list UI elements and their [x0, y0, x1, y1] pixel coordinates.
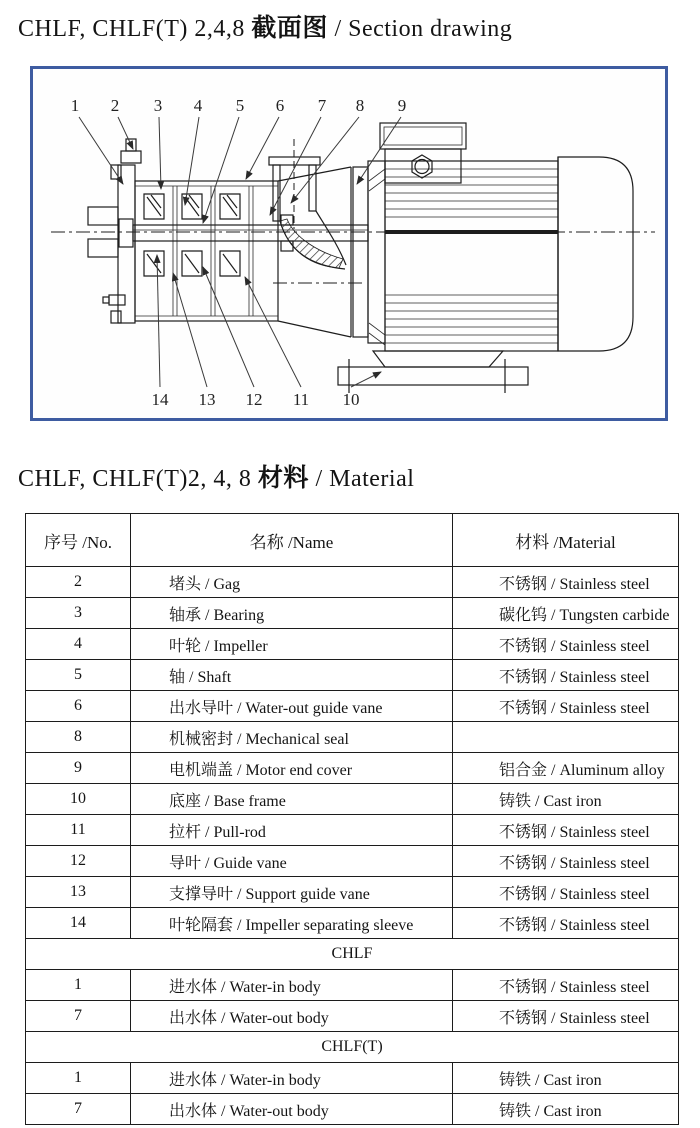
cell-name: 叶轮隔套 / Impeller separating sleeve [131, 908, 453, 939]
cell-material: 不锈钢 / Stainless steel [453, 970, 679, 1001]
cell-no: 6 [26, 691, 131, 722]
table-row [26, 598, 679, 629]
callout-7: 7 [317, 96, 327, 115]
table-row [26, 1001, 679, 1032]
cell-no: 13 [26, 877, 131, 908]
motor-art [338, 123, 633, 393]
cell-name: 叶轮 / Impeller [131, 629, 453, 660]
page-title-suffix: / Section drawing [327, 16, 513, 42]
page-title-prefix: CHLF, CHLF(T) 2,4,8 [18, 16, 252, 42]
cell-name: 出水体 / Water-out body [131, 1001, 453, 1032]
section-label: CHLF [26, 939, 679, 970]
cell-no: 10 [26, 784, 131, 815]
cell-no: 1 [26, 1063, 131, 1094]
callout-8: 8 [355, 96, 365, 115]
callout-9: 9 [397, 96, 407, 115]
table-row [26, 846, 679, 877]
cell-name: 堵头 / Gag [131, 567, 453, 598]
section-header-row-chlf [26, 939, 679, 970]
callout-12: 12 [245, 390, 263, 409]
cell-name: 电机端盖 / Motor end cover [131, 753, 453, 784]
callout-3: 3 [153, 96, 163, 115]
cell-name: 进水体 / Water-in body [131, 1063, 453, 1094]
cell-material: 铸铁 / Cast iron [453, 784, 679, 815]
table-row [26, 815, 679, 846]
cell-material: 碳化钨 / Tungsten carbide [453, 598, 679, 629]
cell-name: 出水导叶 / Water-out guide vane [131, 691, 453, 722]
table-row [26, 1063, 679, 1094]
cell-name: 轴 / Shaft [131, 660, 453, 691]
cell-material: 不锈钢 / Stainless steel [453, 691, 679, 722]
callout-6: 6 [275, 96, 285, 115]
cell-material: 不锈钢 / Stainless steel [453, 846, 679, 877]
cell-no: 11 [26, 815, 131, 846]
callout-10: 10 [342, 390, 360, 409]
cell-name: 拉杆 / Pull-rod [131, 815, 453, 846]
cell-material: 不锈钢 / Stainless steel [453, 629, 679, 660]
table-row [26, 784, 679, 815]
cell-no: 3 [26, 598, 131, 629]
table-row [26, 629, 679, 660]
cell-no: 8 [26, 722, 131, 753]
header-name: 名称 /Name [131, 514, 453, 567]
cell-no: 12 [26, 846, 131, 877]
cell-no: 14 [26, 908, 131, 939]
table-row [26, 660, 679, 691]
cell-name: 进水体 / Water-in body [131, 970, 453, 1001]
cell-name: 出水体 / Water-out body [131, 1094, 453, 1125]
cell-material: 铝合金 / Aluminum alloy [453, 753, 679, 784]
table-row [26, 753, 679, 784]
cell-material: 不锈钢 / Stainless steel [453, 567, 679, 598]
table-row [26, 877, 679, 908]
material-title-prefix: CHLF, CHLF(T)2, 4, 8 [18, 466, 258, 492]
section-header-row-chlf-t [26, 1032, 679, 1063]
callout-labels [71, 96, 407, 409]
callout-1: 1 [70, 96, 80, 115]
callout-13: 13 [198, 390, 216, 409]
callout-14: 14 [151, 390, 169, 409]
table-header-row [26, 514, 679, 567]
cell-no: 5 [26, 660, 131, 691]
page-title-cn: 截面图 [251, 15, 328, 42]
pump-section-drawing [33, 69, 665, 418]
header-material: 材料 /Material [453, 514, 679, 567]
cell-name: 导叶 / Guide vane [131, 846, 453, 877]
cell-no: 1 [26, 970, 131, 1001]
header-no: 序号 /No. [26, 514, 131, 567]
pump-head-art [88, 139, 385, 343]
cell-material: 铸铁 / Cast iron [453, 1094, 679, 1125]
material-table [25, 513, 679, 1125]
table-row [26, 1094, 679, 1125]
cell-material [453, 722, 679, 753]
table-row [26, 908, 679, 939]
callout-4: 4 [193, 96, 203, 115]
cell-material: 不锈钢 / Stainless steel [453, 660, 679, 691]
cell-material: 不锈钢 / Stainless steel [453, 877, 679, 908]
cell-material: 不锈钢 / Stainless steel [453, 908, 679, 939]
cell-material: 不锈钢 / Stainless steel [453, 1001, 679, 1032]
material-title-suffix: / Material [308, 466, 415, 492]
cell-name: 支撑导叶 / Support guide vane [131, 877, 453, 908]
cell-name: 机械密封 / Mechanical seal [131, 722, 453, 753]
cell-material: 不锈钢 / Stainless steel [453, 815, 679, 846]
material-title-cn: 材料 [257, 465, 309, 492]
callout-11: 11 [292, 390, 310, 409]
cell-name: 轴承 / Bearing [131, 598, 453, 629]
table-row [26, 567, 679, 598]
cell-no: 4 [26, 629, 131, 660]
callout-5: 5 [235, 96, 245, 115]
cell-name: 底座 / Base frame [131, 784, 453, 815]
cell-material: 铸铁 / Cast iron [453, 1063, 679, 1094]
material-title [18, 458, 414, 494]
cell-no: 7 [26, 1001, 131, 1032]
table-row [26, 691, 679, 722]
page-title [18, 8, 512, 44]
section-label: CHLF(T) [26, 1032, 679, 1063]
table-row [26, 722, 679, 753]
callout-2: 2 [110, 96, 120, 115]
cell-no: 9 [26, 753, 131, 784]
cell-no: 2 [26, 567, 131, 598]
table-row [26, 970, 679, 1001]
section-drawing-frame [30, 66, 668, 421]
cell-no: 7 [26, 1094, 131, 1125]
